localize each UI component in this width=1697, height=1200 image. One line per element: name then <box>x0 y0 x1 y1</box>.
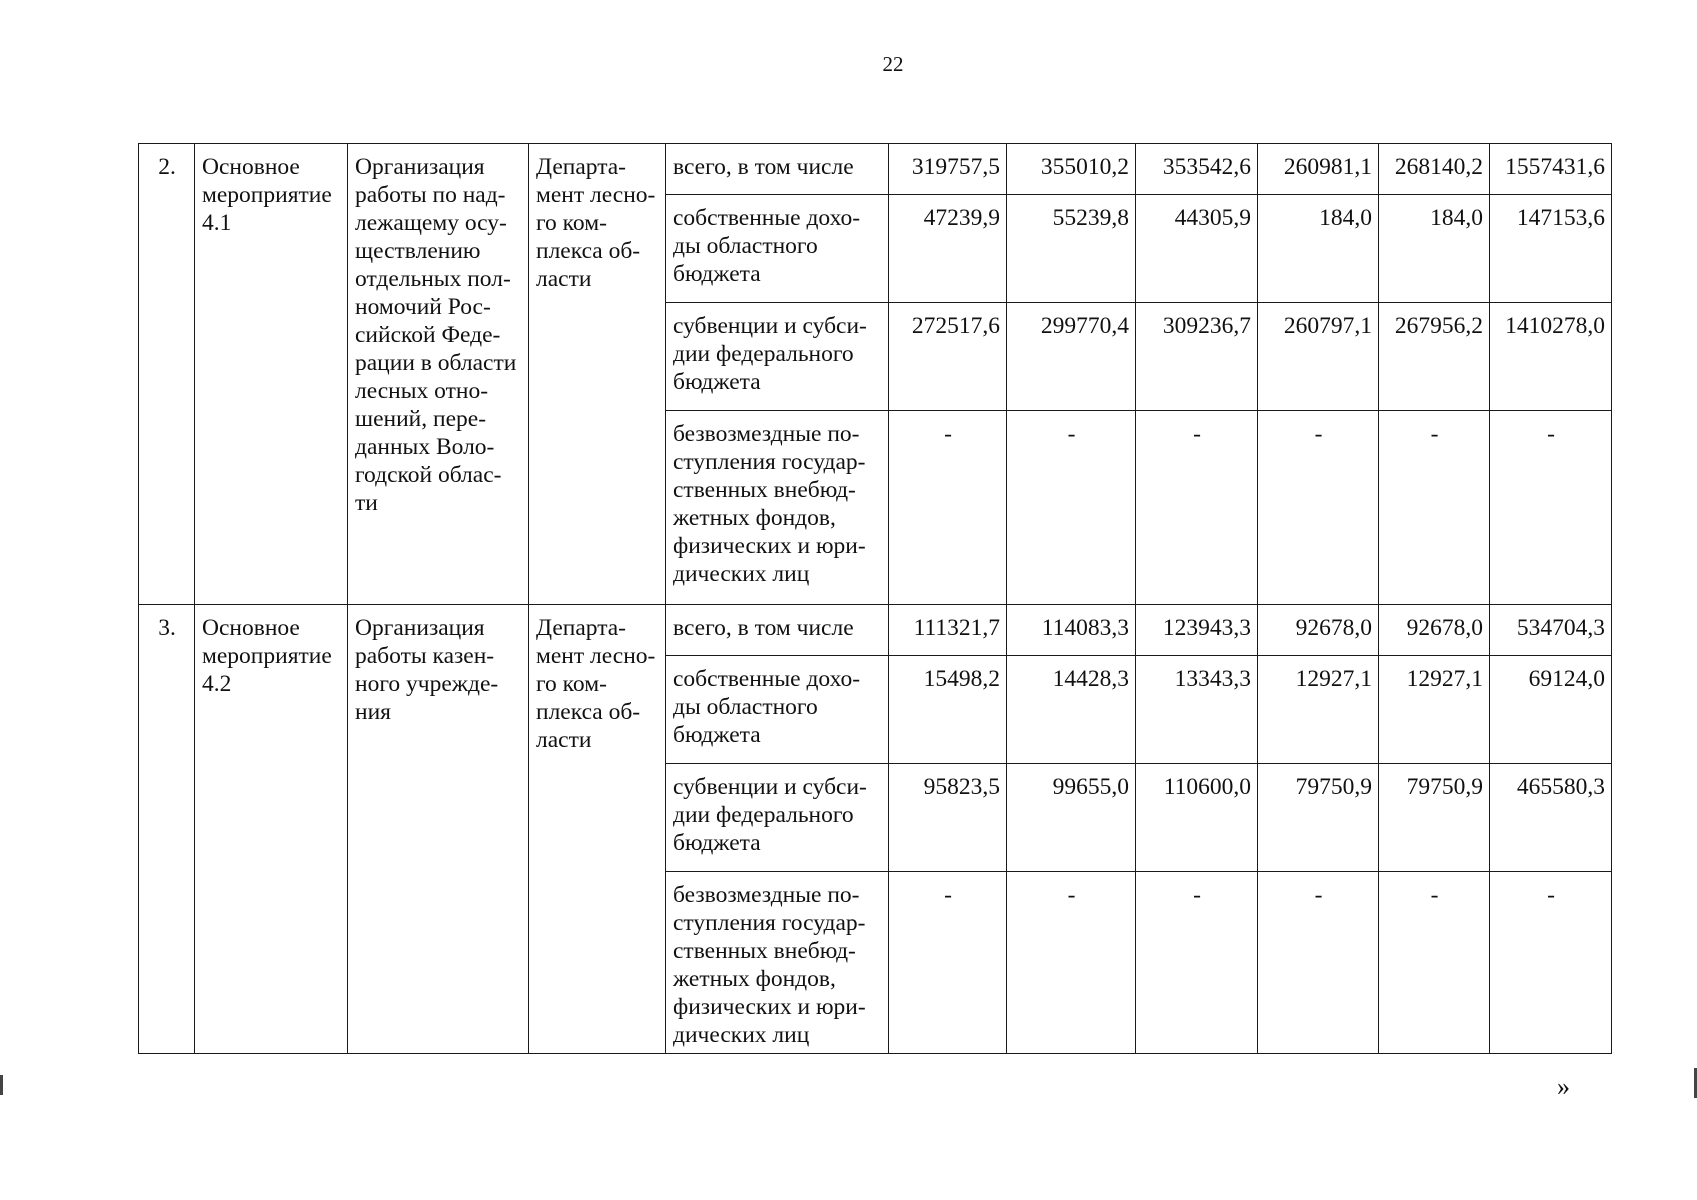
total-value-cell: 147153,6 <box>1490 195 1612 303</box>
total-value-cell: 534704,3 <box>1490 605 1612 656</box>
text-line: ния <box>355 699 391 725</box>
year-value-cell: - <box>889 872 1007 1054</box>
text-line: бюджета <box>673 830 761 856</box>
text-line: ственных внебюд- <box>673 477 856 503</box>
text-line: ственных внебюд- <box>673 938 856 964</box>
text-line: всего, в том числе <box>673 615 854 641</box>
year-value-cell: 267956,2 <box>1379 303 1490 411</box>
year-value-cell: - <box>1379 872 1490 1054</box>
year-value-cell: - <box>1007 411 1136 605</box>
text-line: дии федерального <box>673 802 854 828</box>
year-value-cell: 268140,2 <box>1379 144 1490 195</box>
table-body <box>139 144 1612 1054</box>
year-value-cell: 99655,0 <box>1007 764 1136 872</box>
year-value-cell: 309236,7 <box>1136 303 1258 411</box>
text-line: безвозмездные по- <box>673 882 860 908</box>
text-line: субвенции и субси- <box>673 774 867 800</box>
text-line: годской облас- <box>355 462 502 488</box>
budget-table <box>138 143 1612 1054</box>
total-value-cell: 1410278,0 <box>1490 303 1612 411</box>
executor-cell <box>529 144 666 605</box>
executor-cell <box>529 605 666 1054</box>
year-value-cell: 12927,1 <box>1258 656 1379 764</box>
text-line: мероприятие <box>202 182 332 208</box>
funding-source-cell <box>666 303 889 411</box>
year-value-cell: 184,0 <box>1258 195 1379 303</box>
total-value-cell: 69124,0 <box>1490 656 1612 764</box>
year-value-cell: 184,0 <box>1379 195 1490 303</box>
text-line: Организация <box>355 615 485 641</box>
year-value-cell: 111321,7 <box>889 605 1007 656</box>
text-line: ступления государ- <box>673 910 866 936</box>
text-line: всего, в том числе <box>673 154 854 180</box>
year-value-cell: 123943,3 <box>1136 605 1258 656</box>
text-line: лесных отно- <box>355 378 489 404</box>
text-line: ды областного <box>673 233 818 259</box>
total-value-cell: - <box>1490 411 1612 605</box>
text-line: безвозмездные по- <box>673 421 860 447</box>
text-line: Департа- <box>536 154 627 180</box>
text-line: Основное <box>202 154 300 180</box>
row-number: 2. <box>139 144 195 605</box>
year-value-cell: - <box>1136 411 1258 605</box>
text-line: ти <box>355 490 378 516</box>
total-value-cell: 465580,3 <box>1490 764 1612 872</box>
text-line: сийской Феде- <box>355 322 501 348</box>
year-value-cell: 319757,5 <box>889 144 1007 195</box>
text-line: рации в области <box>355 350 517 376</box>
text-line: номочий Рос- <box>355 294 491 320</box>
year-value-cell: 55239,8 <box>1007 195 1136 303</box>
text-line: дии федерального <box>673 341 854 367</box>
year-value-cell: 299770,4 <box>1007 303 1136 411</box>
text-line: шений, пере- <box>355 406 487 432</box>
year-value-cell: 79750,9 <box>1379 764 1490 872</box>
text-line: Департа- <box>536 615 627 641</box>
total-value-cell: - <box>1490 872 1612 1054</box>
text-line: ласти <box>536 266 592 292</box>
year-value-cell: - <box>889 411 1007 605</box>
event-name-cell <box>195 605 348 1054</box>
year-value-cell: 260797,1 <box>1258 303 1379 411</box>
text-line: го ком- <box>536 210 607 236</box>
text-line: бюджета <box>673 722 761 748</box>
funding-source-cell <box>666 764 889 872</box>
left-edge-mark <box>0 1075 3 1095</box>
text-line: субвенции и субси- <box>673 313 867 339</box>
row-number: 3. <box>139 605 195 1054</box>
year-value-cell: - <box>1258 872 1379 1054</box>
year-value-cell: 15498,2 <box>889 656 1007 764</box>
text-line: лежащему осу- <box>355 210 507 236</box>
year-value-cell: 355010,2 <box>1007 144 1136 195</box>
closing-quote: » <box>1557 1072 1570 1101</box>
year-value-cell: 14428,3 <box>1007 656 1136 764</box>
year-value-cell: 272517,6 <box>889 303 1007 411</box>
text-line: дических лиц <box>673 1022 810 1048</box>
text-line: жетных фондов, <box>673 966 836 992</box>
year-value-cell: - <box>1258 411 1379 605</box>
text-line: мент лесно- <box>536 643 656 669</box>
event-description-cell <box>348 144 529 605</box>
year-value-cell: 12927,1 <box>1379 656 1490 764</box>
year-value-cell: 353542,6 <box>1136 144 1258 195</box>
text-line: дических лиц <box>673 561 810 587</box>
text-line: 4.2 <box>202 671 232 697</box>
text-line: плекса об- <box>536 238 641 264</box>
funding-source-cell <box>666 411 889 605</box>
year-value-cell: 13343,3 <box>1136 656 1258 764</box>
funding-source-cell <box>666 144 889 195</box>
text-line: ласти <box>536 727 592 753</box>
text-line: бюджета <box>673 369 761 395</box>
year-value-cell: - <box>1379 411 1490 605</box>
text-line: ды областного <box>673 694 818 720</box>
event-description-cell <box>348 605 529 1054</box>
funding-source-cell <box>666 605 889 656</box>
text-line: работы казен- <box>355 643 495 669</box>
total-value-cell: 1557431,6 <box>1490 144 1612 195</box>
table-row <box>139 144 1612 195</box>
text-line: работы по над- <box>355 182 506 208</box>
text-line: Основное <box>202 615 300 641</box>
year-value-cell: 110600,0 <box>1136 764 1258 872</box>
year-value-cell: - <box>1136 872 1258 1054</box>
event-name-cell <box>195 144 348 605</box>
text-line: Организация <box>355 154 485 180</box>
year-value-cell: 47239,9 <box>889 195 1007 303</box>
text-line: плекса об- <box>536 699 641 725</box>
text-line: ного учрежде- <box>355 671 499 697</box>
text-line: 4.1 <box>202 210 232 236</box>
year-value-cell: 79750,9 <box>1258 764 1379 872</box>
year-value-cell: 44305,9 <box>1136 195 1258 303</box>
year-value-cell: 92678,0 <box>1258 605 1379 656</box>
year-value-cell: 95823,5 <box>889 764 1007 872</box>
text-line: собственные дохо- <box>673 205 861 231</box>
text-line: собственные дохо- <box>673 666 861 692</box>
funding-source-cell <box>666 656 889 764</box>
page-number: 22 <box>882 52 904 76</box>
text-line: бюджета <box>673 261 761 287</box>
funding-source-cell <box>666 872 889 1054</box>
text-line: жетных фондов, <box>673 505 836 531</box>
text-line: мент лесно- <box>536 182 656 208</box>
year-value-cell: 92678,0 <box>1379 605 1490 656</box>
text-line: мероприятие <box>202 643 332 669</box>
text-line: отдельных пол- <box>355 266 511 292</box>
year-value-cell: 260981,1 <box>1258 144 1379 195</box>
text-line: ществлению <box>355 238 481 264</box>
table-row <box>139 605 1612 656</box>
text-line: ступления государ- <box>673 449 866 475</box>
funding-source-cell <box>666 195 889 303</box>
text-line: физических и юри- <box>673 994 866 1020</box>
text-line: данных Воло- <box>355 434 495 460</box>
text-line: го ком- <box>536 671 607 697</box>
text-line: физических и юри- <box>673 533 866 559</box>
year-value-cell: 114083,3 <box>1007 605 1136 656</box>
year-value-cell: - <box>1007 872 1136 1054</box>
